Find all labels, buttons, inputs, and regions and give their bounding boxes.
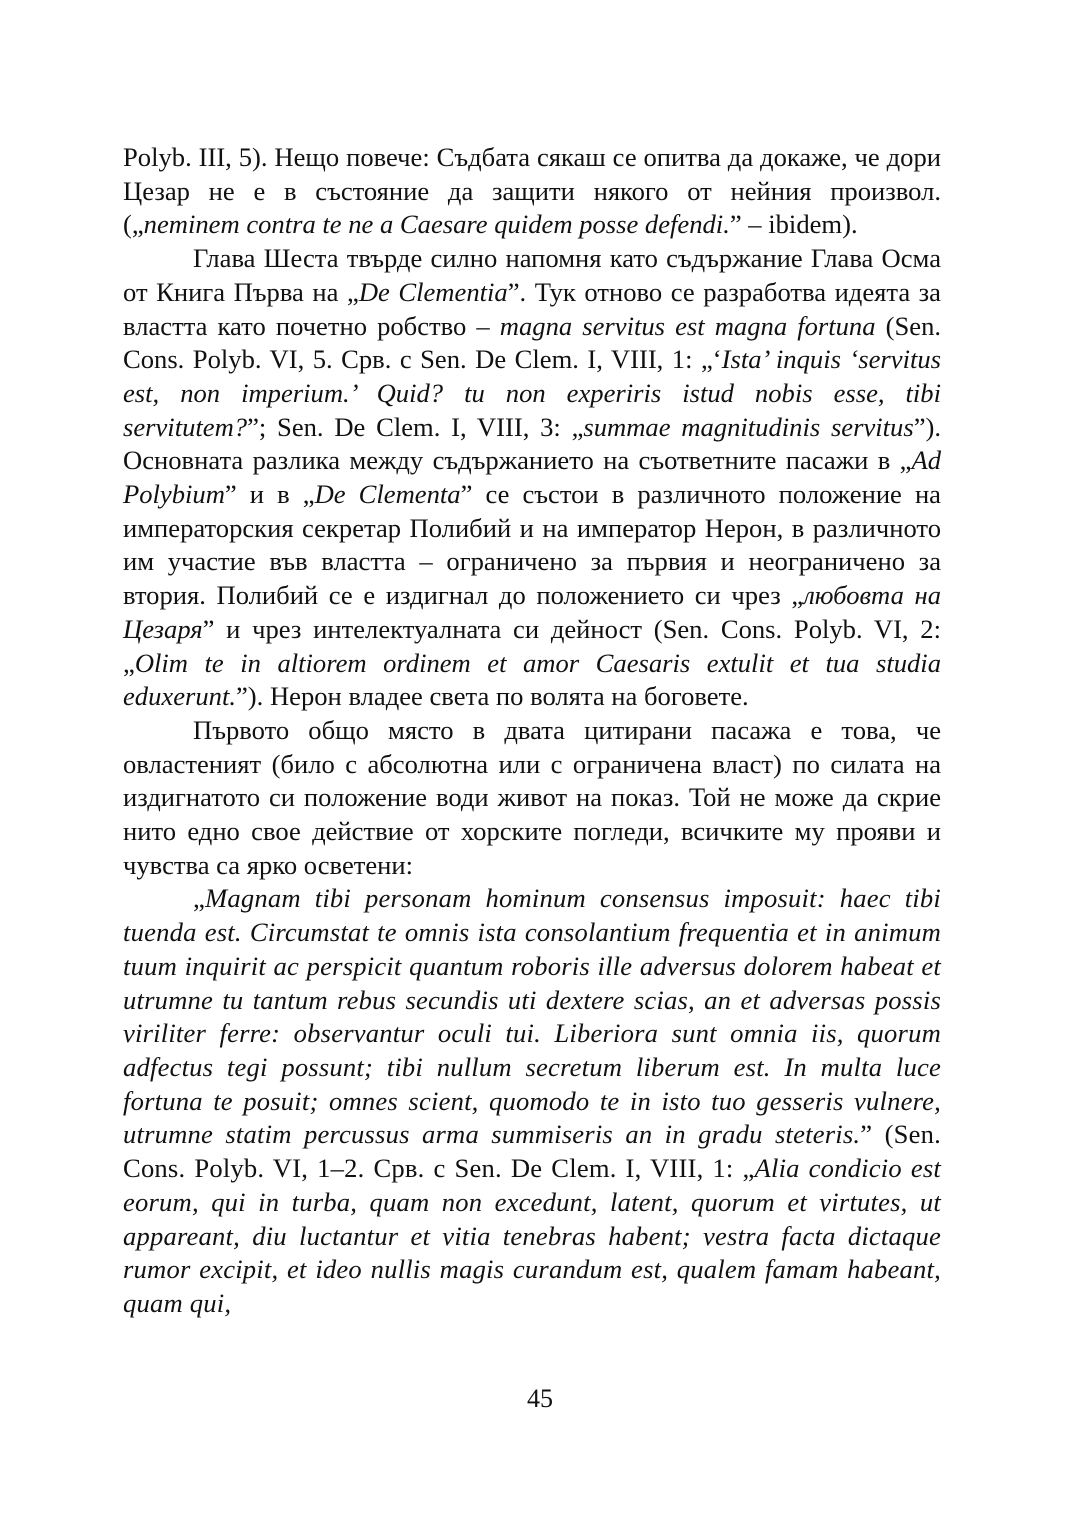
text-run: Първото общо място в двата цитирани пасажа е това, че овластеният (било с абсолютна или с ограничена власт) по силата на издигнатото си положение води живот на показ. Той не може да скрие нито едно свое действие от хорските погледи, всичките му прояви и чувства са ярко осветени: (123, 714, 941, 880)
italic-text-run: Alia condicio est eorum, qui in turba, quam non excedunt, latent, quorum et virtutes, ut appareant, diu luctantur et vitia tenebras habent; vestra facta dictaque rumor excipit, et ideo nullis magis curandum est, qualem famam habeant, quam qui, (123, 1153, 941, 1318)
text-run: ” и чрез интелектуалната си дейност (Sen. Cons. Polyb. VI, 2: „ (123, 613, 941, 678)
italic-text-run: De Clementia (358, 276, 508, 307)
text-run: Polyb. III, 5). Нещо повече: Съдбата сякаш се опитва да докаже, че дори Цезар не е в състояние да защити някого от нейния произвол. („ (123, 142, 941, 240)
text-run: „ (193, 883, 206, 914)
italic-text-run: neminem contra te ne a Caesare quidem posse defendi. (143, 209, 730, 240)
italic-text-run: De Clementa (314, 479, 461, 510)
paragraph-3 (123, 714, 941, 883)
text-run: ”). Нерон владее света по волята на боговете. (236, 681, 749, 712)
text-run: ”). Основната разлика между съдържанието на съответните пасажи в „ (123, 411, 941, 476)
text-run: ” се състои в различното положение на императорския секретар Полибий и на император Нерон, в различното им участие във властта – ограничено за първия и неограничено за втория. Полибий се е издигнал до положението си чрез „ (123, 479, 941, 611)
text-run: (Sen. Cons. Polyb. VI, 5. Срв. с Sen. De Clem. I, VIII, 1: „‘ (123, 310, 942, 375)
italic-text-run: любовта на Цезаря (123, 580, 942, 644)
text-run: ”. Тук отново се разработва идеята за властта като почетно робство – (123, 276, 941, 341)
italic-text-run: Ad Polybium (123, 445, 941, 510)
text-run: ” (Sen. Cons. Polyb. VI, 1–2. Срв. с Sen. De Clem. I, VIII, 1: „ (123, 1119, 941, 1184)
text-run: ” – ibidem). (729, 209, 858, 240)
body-text (123, 141, 941, 1321)
text-run: ”; Sen. De Clem. I, VIII, 3: „ (247, 411, 584, 442)
paragraph-2 (123, 242, 941, 714)
page-number: 45 (527, 1384, 553, 1413)
text-run: Глава Шеста твърде силно напомня като съдържание Глава Осма от Книга Първа на „ (123, 243, 941, 307)
italic-text-run: magna servitus est magna fortuna (499, 310, 876, 341)
italic-text-run: Ista’ inquis ‘servitus est, non imperium.’ Quid? tu non experiris istud nobis esse, tibi servitutem? (123, 344, 942, 442)
italic-text-run: summae magnitudinis servitus (583, 411, 914, 442)
italic-text-run: Olim te in altiorem ordinem et amor Caesaris extulit et tua studia eduxerunt. (123, 647, 941, 712)
quotation-paragraph (123, 882, 941, 1320)
text-run: ” и в „ (224, 479, 315, 510)
paragraph-1 (123, 141, 941, 242)
italic-text-run: Magnam tibi personam hominum consensus imposuit: haec tibi tuenda est. Circumstat te omnis ista consolantium frequentia et in animum tuum inquirit ac perspicit quantum roboris ille adversus dolorem habeat et utrumne tu tantum rebus secundis uti dextere scias, an et adversas possis viriliter ferre: observantur oculi tui. Liberiora sunt omnia iis, quorum adfectus tegi possunt; tibi nullum secretum liberum est. In multa luce fortuna te posuit; omnes scient, quomodo te in isto tuo gesseris vulnere, utrumne statim percussus arma summiseris an in gradu steteris. (123, 883, 941, 1150)
